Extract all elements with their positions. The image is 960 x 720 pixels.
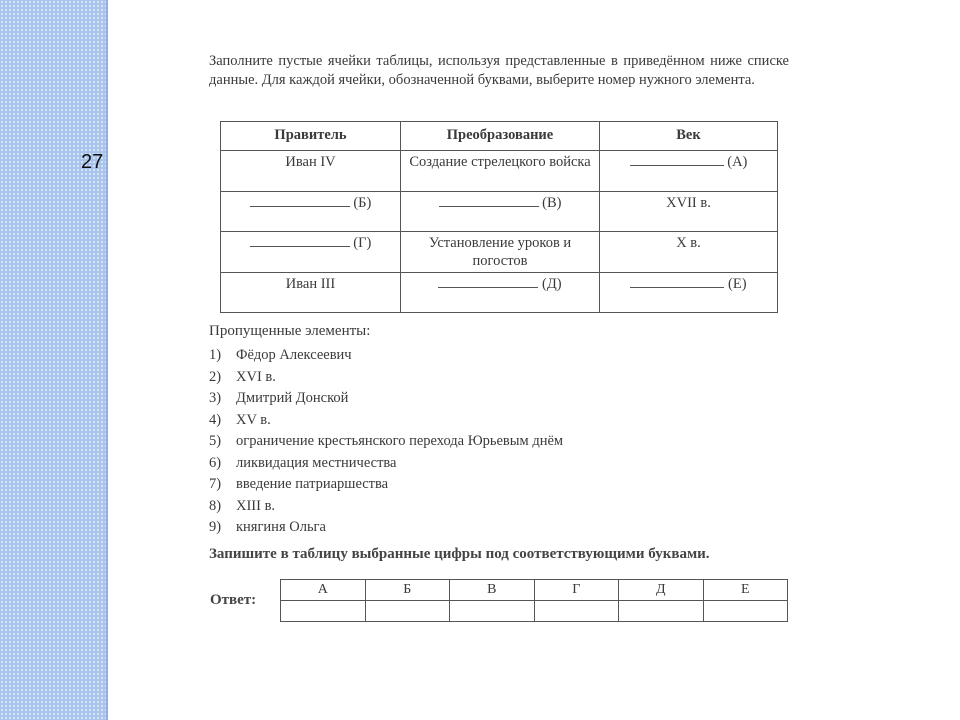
list-item xyxy=(209,517,563,539)
answer-letter: Г xyxy=(534,580,619,601)
answer-table xyxy=(280,579,788,622)
header-reform: Преобразование xyxy=(401,122,600,151)
list-item-text: XV в. xyxy=(236,411,271,428)
cell-century[interactable] xyxy=(600,273,778,313)
answer-instruction: Запишите в таблицу выбранные цифры под соответствующими буквами. xyxy=(209,546,710,562)
list-item-text: княгиня Ольга xyxy=(236,519,326,535)
cell-century[interactable] xyxy=(600,151,778,192)
cell-reform xyxy=(401,232,600,273)
list-item-number: 6) xyxy=(209,454,222,471)
cell-ruler-text: Иван IV xyxy=(285,154,336,170)
cell-ruler[interactable] xyxy=(221,232,401,273)
cell-reform[interactable] xyxy=(401,192,600,232)
list-item-number: 5) xyxy=(209,433,222,449)
list-item xyxy=(209,431,563,453)
cell-reform-text: Создание стрелецкого войска xyxy=(409,154,591,170)
list-item-text: Фёдор Алексеевич xyxy=(236,347,352,363)
list-item xyxy=(209,410,563,432)
answer-input-cell[interactable] xyxy=(281,601,366,622)
cell-century-text: X в. xyxy=(676,235,701,251)
side-band-edge xyxy=(106,0,108,720)
answer-letter: А xyxy=(281,580,366,601)
missing-elements-list xyxy=(209,345,563,539)
cell-century-text: (Е) xyxy=(728,276,747,292)
header-century: Век xyxy=(600,122,778,151)
blank-line xyxy=(438,276,538,288)
cell-ruler-text: (Г) xyxy=(353,235,372,251)
blank-line xyxy=(630,154,724,166)
cell-ruler-text: (Б) xyxy=(353,195,372,211)
history-table xyxy=(220,121,778,313)
list-item-text: ликвидация местничества xyxy=(236,454,397,471)
answer-letter: Б xyxy=(365,580,450,601)
list-item-text: введение патриаршества xyxy=(236,476,389,492)
list-item-number: 1) xyxy=(209,347,222,363)
answer-letter: В xyxy=(450,580,535,601)
cell-century-text: XVII в. xyxy=(666,195,711,211)
list-item-text: ограничение крестьянского перехода Юрьевым днём xyxy=(236,433,564,449)
list-item-number: 3) xyxy=(209,390,222,406)
list-item-number: 7) xyxy=(209,476,222,492)
cell-century-text: (А) xyxy=(727,154,748,170)
cell-reform-text: Установление уроков и погостов xyxy=(428,235,572,269)
blank-line xyxy=(250,235,350,247)
list-item-text: XVI в. xyxy=(236,368,276,385)
answer-input-cell[interactable] xyxy=(619,601,704,622)
blank-line xyxy=(630,276,724,288)
answer-cells-row xyxy=(281,601,788,622)
answer-input-cell[interactable] xyxy=(703,601,788,622)
list-item-number: 8) xyxy=(209,497,222,514)
cell-reform[interactable] xyxy=(401,273,600,313)
list-item xyxy=(209,474,563,496)
task-instructions: Заполните пустые ячейки таблицы, используя представленные в приведённом ниже списке данные. Для каждой ячейки, обозначенной буквами, выберите номер нужного элемента. xyxy=(209,53,789,88)
cell-ruler[interactable] xyxy=(221,192,401,232)
list-item xyxy=(209,453,563,475)
task-number: 27 xyxy=(81,151,104,173)
cell-ruler xyxy=(221,151,401,192)
blank-line xyxy=(439,195,539,207)
cell-reform-text: (Д) xyxy=(542,276,562,292)
list-item-number: 2) xyxy=(209,368,222,385)
list-item xyxy=(209,345,563,367)
answer-input-cell[interactable] xyxy=(365,601,450,622)
list-item xyxy=(209,496,563,518)
answer-letter: Д xyxy=(619,580,704,601)
blank-line xyxy=(250,195,350,207)
table-row xyxy=(221,232,778,273)
table-header-row xyxy=(221,122,778,151)
answer-label: Ответ: xyxy=(210,592,257,608)
cell-ruler-text: Иван III xyxy=(285,276,336,292)
list-item xyxy=(209,367,563,389)
answer-letters-row xyxy=(281,580,788,601)
list-item-number: 4) xyxy=(209,411,222,428)
table-row xyxy=(221,273,778,313)
answer-input-cell[interactable] xyxy=(450,601,535,622)
list-item xyxy=(209,388,563,410)
cell-century xyxy=(600,192,778,232)
missing-elements-title: Пропущенные элементы: xyxy=(209,323,371,339)
cell-reform-text: (В) xyxy=(542,195,562,211)
cell-century xyxy=(600,232,778,273)
list-item-text: Дмитрий Донской xyxy=(236,390,349,406)
answer-input-cell[interactable] xyxy=(534,601,619,622)
cell-reform xyxy=(401,151,600,192)
table-row xyxy=(221,192,778,232)
answer-letter: Е xyxy=(703,580,788,601)
list-item-number: 9) xyxy=(209,519,222,535)
header-ruler: Правитель xyxy=(221,122,401,151)
list-item-text: XIII в. xyxy=(236,497,276,514)
side-decorative-band xyxy=(0,0,106,720)
cell-ruler xyxy=(221,273,401,313)
table-row xyxy=(221,151,778,192)
